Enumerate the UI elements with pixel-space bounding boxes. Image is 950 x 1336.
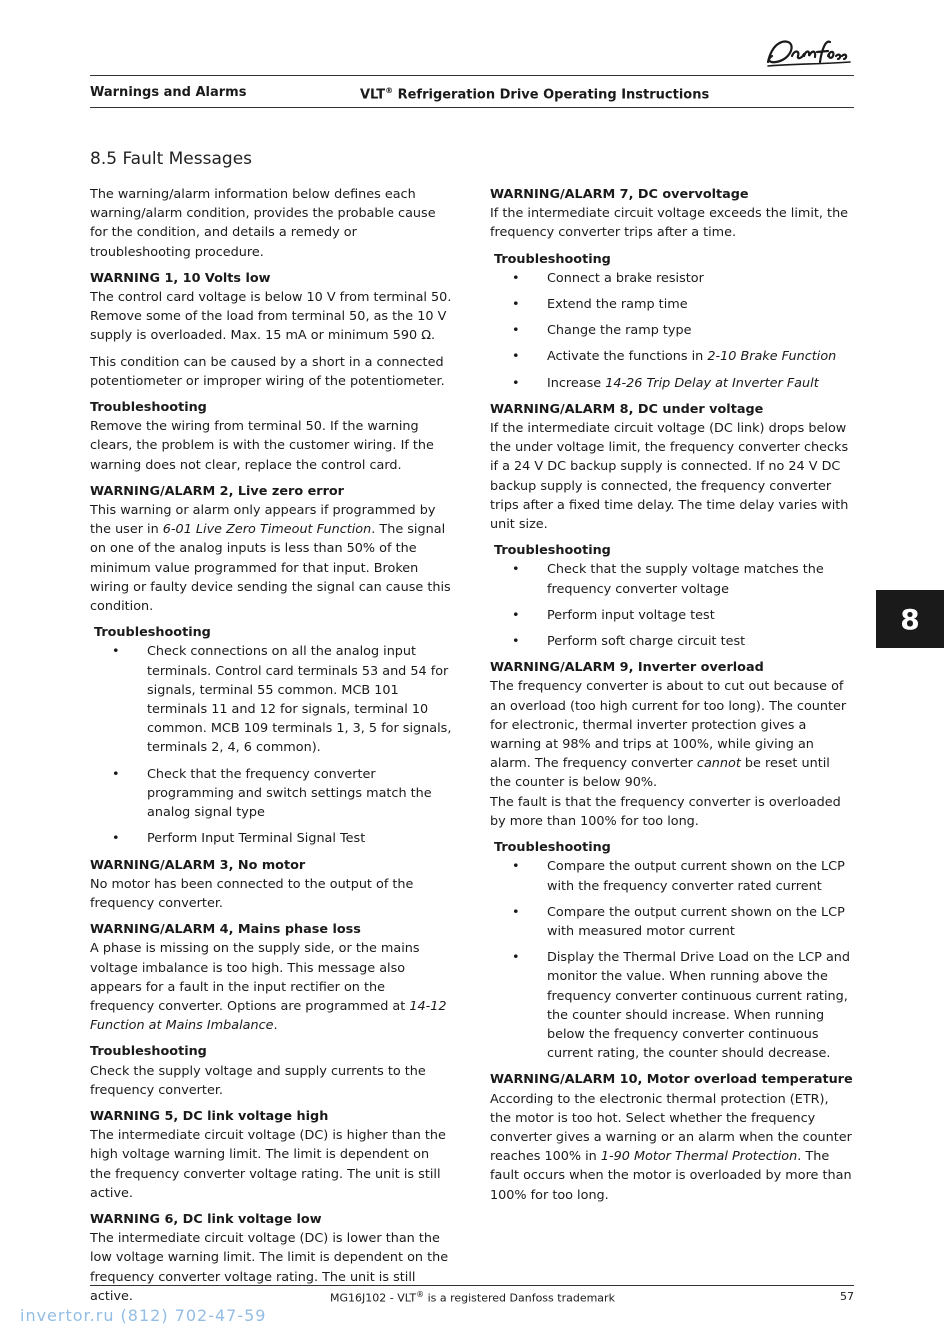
warning-2-text: This warning or alarm only appears if programmed by the user in 6-01 Live Zero Timeout Function. The signal on one of the analog inputs is less than 50% of the minimum value programmed for that input. Broken wiring or faulty device sending the signal can cause this condition.: [90, 503, 451, 615]
list-item: • Extend the ramp time: [490, 295, 853, 314]
warning-4-title: WARNING/ALARM 4, Mains phase loss: [90, 922, 361, 938]
chapter-tab: 8: [876, 590, 944, 648]
list-item: • Connect a brake resistor: [490, 269, 853, 288]
warning-5-text: The intermediate circuit voltage (DC) is higher than the high voltage warning limit. The limit is dependent on the frequency converter voltage rating. The unit is still active.: [90, 1128, 446, 1201]
warning-6-text: The intermediate circuit voltage (DC) is lower than the low voltage warning limit. The limit is dependent on the frequency converter voltage rating. The unit is still active.: [90, 1231, 449, 1304]
warning-10-text: According to the electronic thermal protection (ETR), the motor is too hot. Select whether the frequency converter gives a warning or an alarm when the counter reaches 100% in 1-90 Motor Thermal Protection. The fault occurs when the motor is overloaded by more than 100% for too long.: [490, 1091, 852, 1203]
list-item: • Check that the supply voltage matches the frequency converter voltage: [490, 560, 853, 598]
warning-6-title: WARNING 6, DC link voltage low: [90, 1211, 322, 1227]
warning-9-title: WARNING/ALARM 9, Inverter overload: [490, 660, 764, 676]
warning-4-troubleshooting-title: Troubleshooting: [90, 1044, 207, 1060]
warning-2-troubleshooting-list: [90, 642, 453, 848]
warning-9-text-2: The fault is that the frequency converter is overloaded by more than 100% for too long.: [490, 794, 841, 829]
warning-8-troubleshooting-list: [490, 560, 853, 651]
warning-1-troubleshooting-title: Troubleshooting: [90, 400, 207, 416]
warning-7-text: If the intermediate circuit voltage exceeds the limit, the frequency converter trips after a time.: [490, 206, 849, 241]
list-item: • Perform soft charge circuit test: [490, 632, 853, 651]
list-item: • Change the ramp type: [490, 321, 853, 340]
warning-8-troubleshooting-title: Troubleshooting: [494, 543, 611, 559]
footer-text: MG16J102 - VLT® is a registered Danfoss trademark: [330, 1290, 615, 1305]
header-section: Warnings and Alarms: [90, 85, 247, 100]
left-column: [90, 185, 453, 1313]
warning-1-title: WARNING 1, 10 Volts low: [90, 270, 271, 286]
list-item: • Perform Input Terminal Signal Test: [90, 829, 453, 848]
list-item: • Check that the frequency converter programming and switch settings match the analog signal type: [90, 765, 453, 823]
list-item: • Display the Thermal Drive Load on the LCP and monitor the value. When running above the frequency converter continuous current rating, the counter should increase. When running below the frequency converter continuous current rating, the counter should decrease.: [490, 948, 853, 1063]
warning-10-title: WARNING/ALARM 10, Motor overload temperature: [490, 1072, 853, 1088]
warning-7-troubleshooting-list: [490, 269, 853, 393]
warning-4-troubleshooting-text: Check the supply voltage and supply currents to the frequency converter.: [90, 1063, 426, 1098]
list-item: • Check connections on all the analog input terminals. Control card terminals 53 and 54 for signals, terminal 55 common. MCB 101 terminals 11 and 12 for signals, terminal 10 common. MCB 109 terminals 1, 3, 5 for signals, terminals 2, 4, 6 common).: [90, 642, 453, 757]
section-title: 8.5 Fault Messages: [90, 149, 253, 169]
warning-5-title: WARNING 5, DC link voltage high: [90, 1108, 329, 1124]
list-item: • Increase 14-26 Trip Delay at Inverter Fault: [490, 374, 853, 393]
header-bottom-rule: [90, 107, 854, 108]
watermark: invertor.ru (812) 702-47-59: [20, 1306, 267, 1325]
list-item: • Activate the functions in 2-10 Brake Function: [490, 347, 853, 366]
warning-3-title: WARNING/ALARM 3, No motor: [90, 857, 306, 873]
right-column: [490, 185, 853, 1212]
footer-rule: [90, 1285, 854, 1286]
danfoss-logo: [762, 34, 854, 70]
warning-7-title: WARNING/ALARM 7, DC overvoltage: [490, 187, 749, 202]
warning-1-troubleshooting-text: Remove the wiring from terminal 50. If the warning clears, the problem is with the customer wiring. If the warning does not clear, replace the control card.: [90, 419, 434, 473]
warning-2-title: WARNING/ALARM 2, Live zero error: [90, 483, 344, 499]
warning-1-text-2: This condition can be caused by a short in a connected potentiometer or improper wiring of the potentiometer.: [90, 354, 445, 389]
warning-9-troubleshooting-list: [490, 857, 853, 1063]
warning-8-title: WARNING/ALARM 8, DC under voltage: [490, 401, 764, 417]
warning-1-text: The control card voltage is below 10 V from terminal 50. Remove some of the load from terminal 50, as the 10 V supply is overloaded. Max. 15 mA or minimum 590 Ω.: [90, 290, 452, 344]
warning-2-troubleshooting-title: Troubleshooting: [94, 625, 211, 641]
intro-paragraph: The warning/alarm information below defines each warning/alarm condition, provides the probable cause for the condition, and details a remedy or troubleshooting procedure.: [90, 187, 436, 260]
header-top-rule: [90, 75, 854, 76]
warning-7-troubleshooting-title: Troubleshooting: [494, 251, 611, 267]
warning-3-text: No motor has been connected to the output of the frequency converter.: [90, 876, 414, 911]
warning-9-text: The frequency converter is about to cut out because of an overload (too high current for too long). The counter for electronic, thermal inverter protection gives a warning at 98% and trips at 100%, while giving an alarm. The frequency converter cannot be reset until the counter is below 90%.: [490, 679, 847, 791]
list-item: • Compare the output current shown on the LCP with the frequency converter rated current: [490, 857, 853, 895]
warning-8-text: If the intermediate circuit voltage (DC link) drops below the under voltage limit, the frequency converter checks if a 24 V DC backup supply is connected. If no 24 V DC backup supply is connected, the frequency converter trips after a fixed time delay. The time delay varies with unit size.: [490, 421, 849, 533]
list-item: • Compare the output current shown on the LCP with measured motor current: [490, 903, 853, 941]
header-doc-title: VLT® Refrigeration Drive Operating Instructions: [360, 86, 710, 103]
list-item: • Perform input voltage test: [490, 606, 853, 625]
warning-9-troubleshooting-title: Troubleshooting: [494, 840, 611, 856]
warning-4-text: A phase is missing on the supply side, or the mains voltage imbalance is too high. This message also appears for a fault in the input rectifier on the frequency converter. Options are programmed at 14-12 Function at Mains Imbalance.: [90, 941, 447, 1034]
page-number: 57: [840, 1290, 854, 1303]
